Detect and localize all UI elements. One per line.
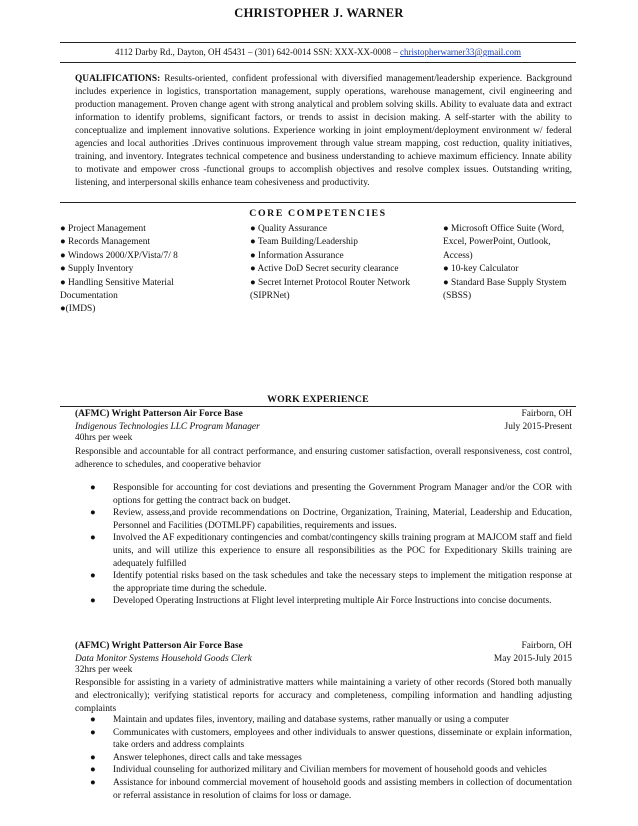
- competency-item: ● Windows 2000/XP/Vista/7/ 8: [60, 250, 178, 261]
- duty-text: Involved the AF expeditionary contingencies and combat/contingency skills training program at MAJCOM staff and field units, and will utilize this experience to ensure all responsibilities as the POC for Expeditionary Skills training are adequately fulfilled: [113, 533, 572, 569]
- contact-details: 4112 Darby Rd., Dayton, OH 45431 – (301) 642-0014 SSN: XXX-XX-0008 –: [115, 47, 400, 57]
- job-title: Indigenous Technologies LLC Program Manager: [75, 422, 260, 432]
- job-2-duties: [90, 714, 572, 802]
- contact-line: [60, 47, 576, 57]
- competency-item: ● Supply Inventory: [60, 264, 134, 275]
- list-item: [90, 595, 572, 608]
- job-summary: Responsible for assisting in a variety of administrative matters while maintaining a variety of other records (Stored both manually and electronically); verifying statistical reports for accuracy and completeness, compiling information and handling adjusting complaints: [75, 678, 572, 715]
- job-employer: (AFMC) Wright Patterson Air Force Base: [75, 409, 243, 419]
- competency-item: ● 10-key Calculator: [443, 264, 519, 275]
- bullet-icon: ●: [90, 765, 96, 776]
- competency-item: ● Project Management: [60, 224, 146, 234]
- competency-item: Excel, PowerPoint, Outlook,: [443, 237, 551, 248]
- list-item: [90, 752, 572, 765]
- competency-column-3: [443, 223, 566, 303]
- bullet-icon: ●: [90, 777, 96, 788]
- job-location: Fairborn, OH: [521, 641, 572, 651]
- list-item: [90, 532, 572, 570]
- duty-text: Review, assess,and provide recommendations on Doctrine, Organization, Training, Material, Leadership and Education, Personnel and Facilities (DOTMLPF) capabilities, requirements and issues.: [113, 508, 572, 531]
- competency-item: ● Records Management: [60, 237, 151, 248]
- duty-text: Assistance for inbound commercial movement of household goods and assisting members in collection of documentation or referral assistance in resolution of claims for loss or damage.: [113, 777, 572, 801]
- job-1-employer-row: [75, 408, 572, 421]
- job-2-title-row: [75, 653, 572, 666]
- list-item: [90, 777, 572, 802]
- bullet-icon: ●: [90, 752, 96, 763]
- job-employer: (AFMC) Wright Patterson Air Force Base: [75, 641, 243, 651]
- competency-item: ●(IMDS): [60, 304, 96, 315]
- competency-item: ● Standard Base Supply Stystem: [443, 277, 567, 288]
- duty-text: Responsible for accounting for cost deviations and presenting the Government Program Manager and/or the COR with options for getting the contract back on budget.: [113, 483, 572, 506]
- duty-text: Identify potential risks based on the task schedules and take the necessary steps to implement the mitigation response at the appropriate time during the schedule.: [113, 571, 572, 594]
- candidate-name: CHRISTOPHER J. WARNER: [234, 6, 404, 20]
- job-1-title-row: [75, 421, 572, 434]
- job-2-employer-row: [75, 640, 572, 653]
- bullet-icon: ●: [90, 533, 96, 544]
- work-experience-heading: WORK EXPERIENCE: [267, 394, 369, 405]
- qualifications-section: [75, 73, 572, 190]
- bullet-icon: ●: [90, 727, 96, 738]
- duty-text: Individual counseling for authorized military and Civilian members for movement of household goods and vehicles: [113, 765, 547, 776]
- core-competencies-heading: CORE COMPETENCIES: [249, 208, 387, 219]
- job-title: Data Monitor Systems Household Goods Clerk: [75, 654, 252, 664]
- duty-text: Developed Operating Instructions at Flight level interpreting multiple Air Force Instructions into concise documents.: [113, 596, 552, 607]
- bullet-icon: ●: [90, 596, 96, 607]
- competency-item: ● Active DoD Secret security clearance: [250, 264, 399, 275]
- competency-item: Documentation: [60, 291, 118, 302]
- job-hours: 32hrs per week: [75, 665, 133, 675]
- qualifications-label: QUALIFICATIONS:: [75, 74, 161, 84]
- list-item: [90, 764, 572, 777]
- core-rule: [60, 202, 576, 203]
- work-rule: [60, 406, 576, 407]
- list-item: [90, 727, 572, 752]
- bullet-icon: ●: [90, 715, 96, 725]
- competency-item: ● Handling Sensitive Material: [60, 277, 174, 288]
- job-hours: 40hrs per week: [75, 433, 133, 443]
- duty-text: Maintain and updates files, inventory, mailing and database systems, rather manually or using a computer: [113, 715, 509, 725]
- job-dates: May 2015-July 2015: [493, 654, 572, 664]
- competency-item: ● Team Building/Leadership: [250, 237, 358, 248]
- list-item: [90, 714, 572, 727]
- list-item: [90, 507, 572, 532]
- duty-text: Answer telephones, direct calls and take messages: [113, 752, 302, 763]
- competency-item: ● Quality Assurance: [250, 224, 327, 234]
- competency-item: ● Secret Internet Protocol Router Network: [250, 277, 411, 288]
- competency-item: (SBSS): [443, 291, 472, 302]
- competency-item: (SIPRNet): [250, 291, 290, 302]
- duty-text: Communicates with customers, employees and other individuals to answer questions, disseminate or explain information, take orders and address complaints: [113, 727, 572, 751]
- email-link[interactable]: christopherwarner33@gmail.com: [399, 47, 521, 57]
- competency-item: ● Microsoft Office Suite (Word,: [443, 224, 565, 234]
- competency-item: Access): [443, 250, 473, 261]
- list-item: [90, 570, 572, 595]
- job-location: Fairborn, OH: [521, 409, 572, 419]
- bullet-icon: ●: [90, 571, 96, 582]
- qualifications-text: Results-oriented, confident professional with diversified management/leadership experience. Background includes experience in logistics, transportation management, supply operations, warehouse management, civil engineering and production management. Proven change agent with strong analytical and problem solving skills. Ability to evaluate data and extract information to identify problems, significant factors, or trends to assist in decision making. A self-starter with the ability to conceptualize and implement innovative solutions. Experience working in joint employment/deployment environment w/ federal agencies and local authorities .Drives continuous improvement through value stream mapping, cost reduction, quality initiatives, training, and inventory. Integrates technical competence and business understanding to achieve maximum efficiency. Innate ability to motivate and empower cross -functional groups to accomplish objectives and resolve complex issues. Outstanding writing, listening, and interpersonal skills enhance team cohesiveness and productivity.: [75, 74, 572, 189]
- job-1-duties: [90, 482, 572, 608]
- bullet-icon: ●: [90, 483, 96, 493]
- competency-column-1: [60, 223, 178, 317]
- bullet-icon: ●: [90, 508, 96, 519]
- list-item: [90, 482, 572, 507]
- job-dates: July 2015-Present: [504, 422, 572, 432]
- competency-item: ● Information Assurance: [250, 250, 344, 261]
- job-summary: Responsible and accountable for all contract performance, and ensuring customer satisfaction, overall responsiveness, cost control, adherence to schedules, and cooperative behavior: [75, 447, 572, 471]
- header-rule: [60, 42, 576, 43]
- competency-column-2: [250, 223, 410, 303]
- contact-rule: [60, 62, 576, 63]
